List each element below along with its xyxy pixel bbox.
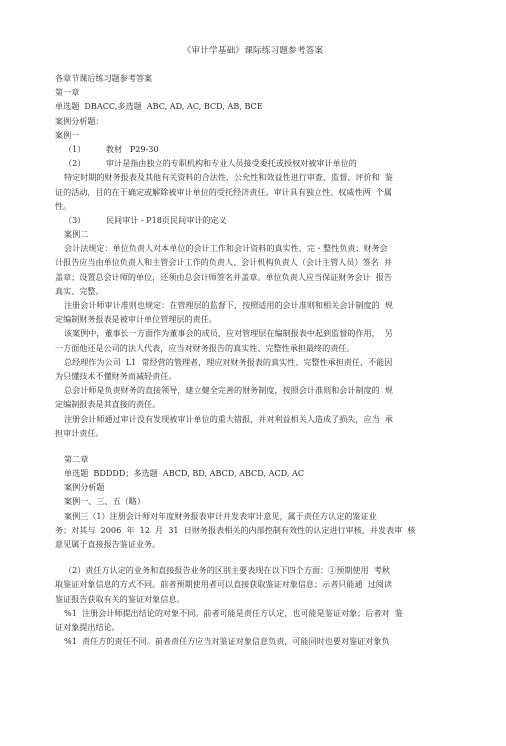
text-line: 案例三（1）注册会计师对年度财务报表审计并发表审计意见，属于责任方认定的鉴证业: [64, 510, 377, 521]
text-line: 案例一、三、五（略）: [64, 496, 145, 507]
text-line: 总经理作为公司 L1 常经营的管理者，理应对财务报表的真实性、完整性承担责任，不能因: [64, 356, 393, 367]
text-line: 证的活动，目的在于确定或解除被审计单位的受托经济责任。审计具有独立性、权威性两 个属: [55, 186, 392, 197]
text-line: 意见属于直接报告鉴证业务。: [55, 539, 161, 549]
chapter-heading: 第二章: [64, 453, 89, 464]
text-line: 担审计责任。: [55, 427, 104, 438]
text-line: 鉴证报告获取有关的鉴证对象信息。: [55, 593, 185, 604]
text-line: 计报告应当由单位负责人和主管会计工作的负责人、会计机构负责人（会计主管人员）签名 并: [55, 257, 392, 268]
text-line: 案例分析题：: [55, 115, 104, 126]
page-title: 《审计学基础》课际练习题参考答案: [182, 46, 324, 56]
text-line: 为只懂技术不懂财务而减轻责任。: [55, 370, 177, 381]
text-line: 单选题 BDDDD；多选题 ABCD, BD, ABCD, ABCD, ACD, AC: [64, 468, 305, 479]
text-line: 盖章；设置总会计师的单位，还须由总会计师签名并盖章。单位负责人应当保证财务会计 报告: [55, 271, 392, 282]
text-line: %1 注册会计师提出结论的对象不同。前者可能是责任方认定，也可能是鉴证对象；后者对 鉴: [64, 607, 403, 618]
text-line: 定编制财务报表是被审计单位管理层的责任。: [55, 314, 217, 325]
text-line: 务；对其与 2006 年 12 月 31 日财务报表相关的内部控制有效性的认定进行审核，并发表审 核: [55, 524, 416, 535]
text-line: 真实、完整。: [55, 285, 104, 296]
text-line: 取鉴证对象信息的方式不同。前者预期使用者可以直接获取鉴证对象信息；示者只能通 过阅读: [55, 579, 392, 590]
text-line: （2） 审计是指由独立的专职机构和专业人员接受委托或授权对被审计单位的: [64, 158, 357, 169]
text-line: 各章节课后练习题参考答案: [55, 73, 153, 83]
text-line: 性。: [55, 200, 72, 211]
text-line: 一方面他还是公司的法人代表，应当对财务报告的真实性、完整性承担最终的责任。: [55, 342, 355, 353]
paragraph-gap: [55, 551, 440, 563]
case-heading: 案例一: [55, 129, 80, 140]
paragraph-gap: [55, 440, 440, 452]
text-line: 总会计师是负责财务的直接领导，建立健全完善的财务制度，按照会计准则和会计制度的 规: [64, 385, 393, 396]
chapter-heading: 第一章: [55, 87, 80, 98]
case-heading: 案例二: [64, 229, 89, 240]
text-line: 证对象提出结论。: [55, 621, 120, 632]
text-line: （2）责任方认定的业务和直接报告业务的区别主要表现在以下四个方面：①预期使用 考秋: [64, 565, 390, 576]
text-line: 会计法规定：单位负责人对本单位的会计工作和会计资料的真实性、完・整性负责；财务会: [64, 243, 388, 254]
text-line: 特定时期的财务报表及其他有关资料的合法性、公允性和效益性进行审查、监督、评价和 鉴: [64, 172, 393, 183]
text-line: 案例分析题: [64, 482, 105, 493]
text-line: 注册会计师审计准则也规定：在管理层的监督下，按照适用的会计准则和相关会计制度的 规: [64, 300, 393, 310]
text-line: 该案例中，董事长一方面作为董事会的成员，应对管理层在编制报表中起到监督的作用， 另: [64, 328, 393, 339]
text-line: 注册会计师通过审计没有发现被审计单位的重大错报，并对利益相关人造成了损失，应当 承: [64, 413, 393, 424]
text-line: 单选题 DBACC,多选题 ABC, AD, AC, BCD, AB, BCE: [55, 101, 263, 112]
text-line: （3） 民间审计 - P18页民间审计的定义: [64, 214, 227, 225]
document-body: [55, 71, 440, 648]
text-line: 定编制报表是其直接的责任。: [55, 399, 161, 410]
text-line: %1 责任方的责任不同。前者责任方应当对鉴证对象信息负责，可能同时也要对鉴证对象负: [64, 636, 390, 647]
text-line: （1） 教材 P29-30: [64, 143, 159, 154]
